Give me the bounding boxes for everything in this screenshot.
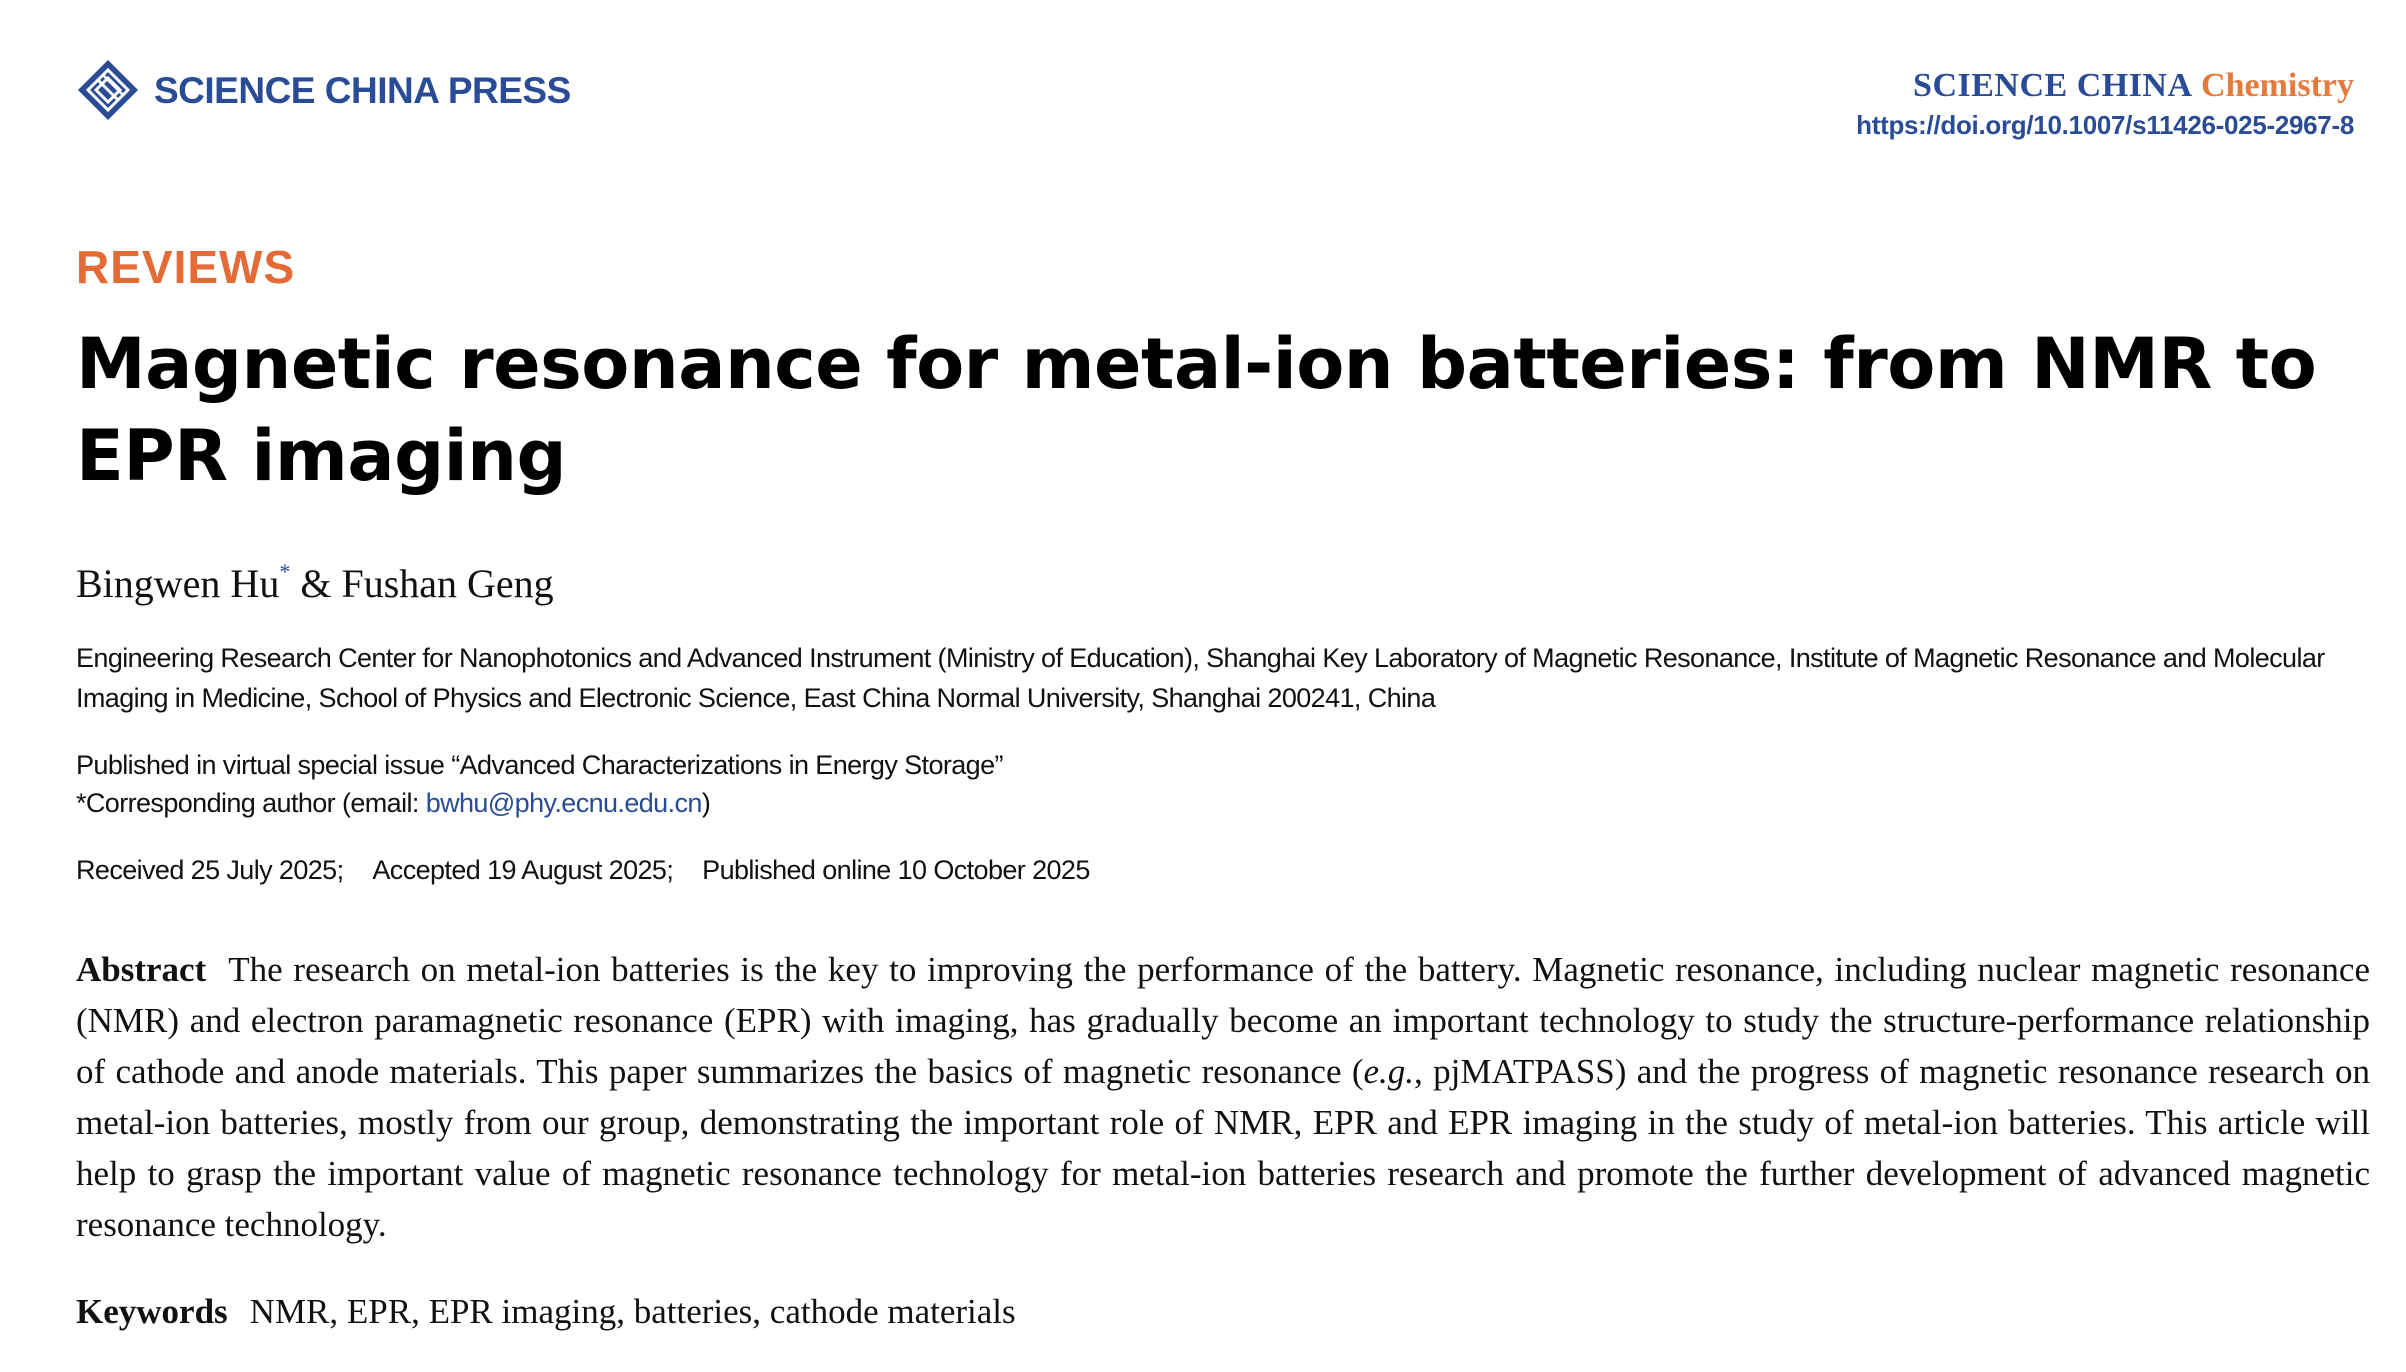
special-issue-note: Published in virtual special issue “Advanced Characterizations in Energy Storage”: [76, 750, 1003, 780]
author-name[interactable]: Fushan Geng: [341, 561, 554, 606]
journal-block: [1856, 68, 2354, 141]
abstract-italic: e.g.: [1363, 1052, 1415, 1091]
accepted-date: Accepted 19 August 2025;: [372, 855, 674, 885]
journal-prefix: SCIENCE CHINA: [1913, 67, 2193, 104]
corresponding-email[interactable]: bwhu@phy.ecnu.edu.cn: [425, 788, 702, 818]
corresponding-mark: *: [279, 558, 291, 584]
journal-subject: Chemistry: [2201, 67, 2354, 104]
abstract-text: The research on metal-ion batteries is the key to improving the performance of the battery. Magnetic resonance, including nuclear magnetic resonance (NMR) and electron paramagnetic resonance (EPR) with imaging, has gradually become an important technology to study the structure-performance relationship of cathode and anode materials. This paper summarizes the basics of magnetic resonance (: [76, 950, 2370, 1091]
diamond-lattice-icon: [76, 58, 140, 122]
journal-name: [1856, 68, 2354, 104]
article-dates: [76, 855, 1090, 886]
published-date: Published online 10 October 2025: [702, 855, 1090, 885]
publisher-name: SCIENCE CHINA PRESS: [154, 69, 571, 111]
author-list: [76, 560, 554, 607]
article-notes: [76, 746, 1003, 822]
keywords-text: NMR, EPR, EPR imaging, batteries, cathode materials: [249, 1292, 1016, 1331]
abstract-label: Abstract: [76, 950, 207, 989]
corresponding-author-note: [76, 784, 1003, 822]
affiliation: Engineering Research Center for Nanophotonics and Advanced Instrument (Ministry of Education), Shanghai Key Laboratory of Magnetic Resonance, Institute of Magnetic Resonance and Molecular Imaging in Medicine, School of Physics and Electronic Science, East China Normal University, Shanghai 200241, China: [76, 643, 2325, 713]
corresponding-suffix: ): [701, 788, 711, 818]
keywords: [76, 1292, 1016, 1332]
abstract: [76, 944, 2370, 1250]
author-separator: &: [300, 561, 332, 606]
publisher-logo: [76, 58, 571, 122]
corresponding-prefix: *Corresponding author (email:: [76, 788, 419, 818]
keywords-label: Keywords: [76, 1292, 228, 1331]
article-category: REVIEWS: [76, 241, 296, 293]
abstract-text: , pjMATPASS) and the progress of magnetic resonance research on metal-ion batteries, mostly from our group, demonstrating the important role of NMR, EPR and EPR imaging in the study of metal-ion batteries. This article will help to grasp the important value of magnetic resonance technology for metal-ion batteries research and promote the further development of advanced magnetic resonance technology.: [76, 1052, 2371, 1244]
author-name[interactable]: Bingwen Hu: [76, 561, 280, 606]
article-title: Magnetic resonance for metal-ion batteries: from NMR to EPR imaging: [76, 323, 2317, 497]
doi-link[interactable]: https://doi.org/10.1007/s11426-025-2967-8: [1856, 109, 2354, 140]
received-date: Received 25 July 2025;: [76, 855, 344, 885]
